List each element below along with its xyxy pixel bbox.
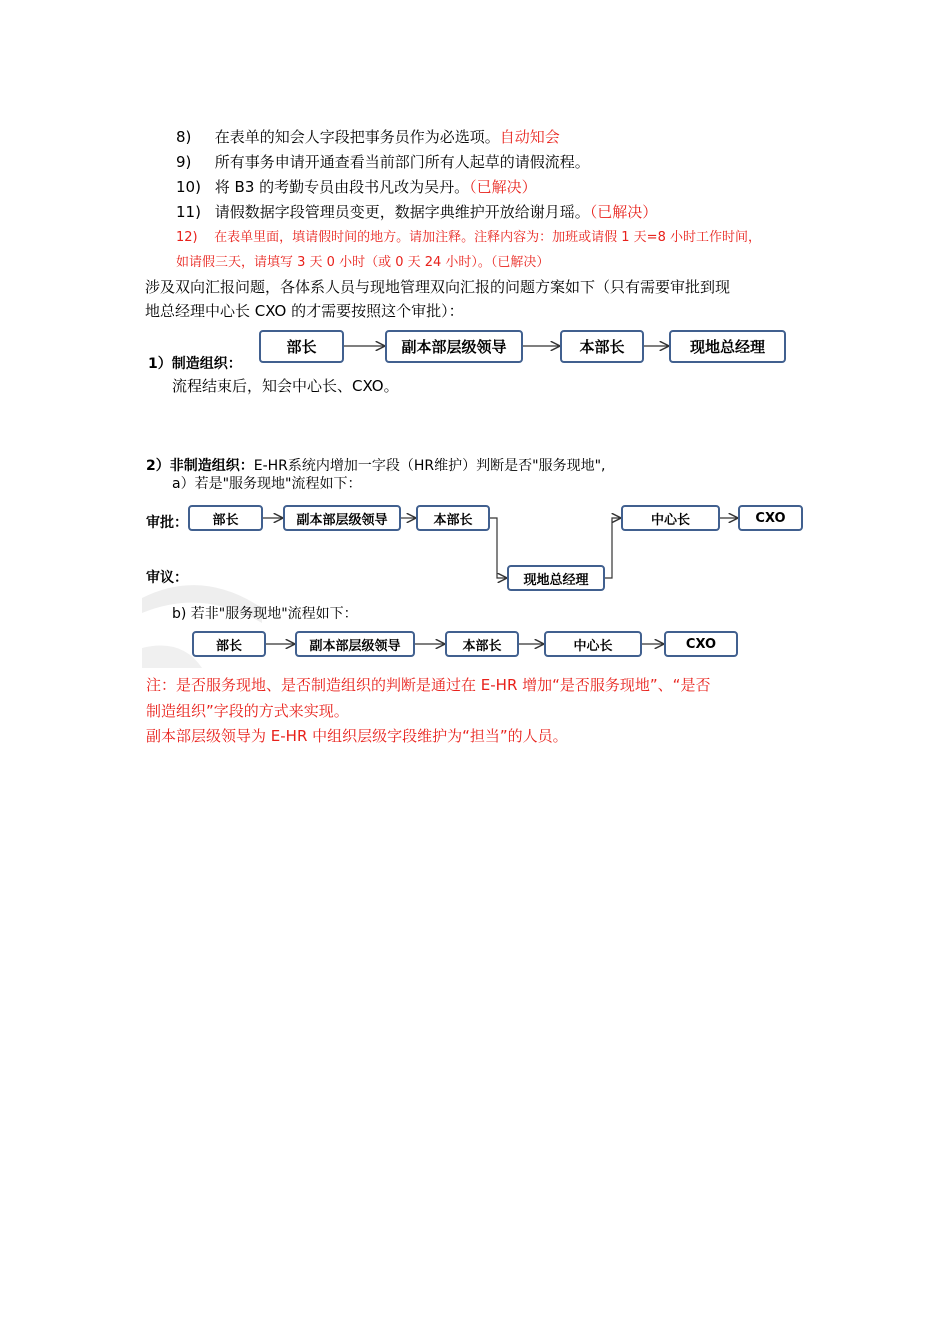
flowb-box-vice-leader: 副本部层级领导 <box>295 631 415 657</box>
flow1-box-benbuzhang: 本部长 <box>560 330 644 363</box>
list-number: 11) <box>176 203 201 221</box>
section2-b-label: b) 若非"服务现地"流程如下： <box>172 606 358 622</box>
flowa-box-vice-leader: 副本部层级领导 <box>283 505 401 531</box>
section2-title-rest: E-HR系统内增加一字段（HR维护）判断是否"服务现地", <box>253 458 606 474</box>
list-note: 自动知会 <box>499 128 560 146</box>
list-text: 所有事务申请开通查看当前部门所有人起草的请假流程。 <box>214 153 590 171</box>
flowb-box-zhongxinzhang: 中心长 <box>544 631 642 657</box>
list-number: 9) <box>176 153 192 171</box>
intro-line-1: 涉及双向汇报问题，各体系人员与现地管理双向汇报的问题方案如下（只有需要审批到现 <box>145 278 731 296</box>
flowa-box-benbuzhang: 本部长 <box>416 505 490 531</box>
note-line-2: 制造组织”字段的方式来实现。 <box>146 702 349 720</box>
flowa-box-cxo: CXO <box>738 505 803 531</box>
list-text: 在表单的知会人字段把事务员作为必选项。 <box>214 128 500 146</box>
flow1-box-vice-leader: 副本部层级领导 <box>385 330 523 363</box>
flowb-box-cxo: CXO <box>664 631 738 657</box>
list-text: 将 B3 的考勤专员由段书凡改为吴丹。 <box>214 178 470 196</box>
list-text: 在表单里面，填请假时间的地方。请加注释。注释内容为：加班或请假 1 天=8 小时工作时间， <box>214 230 761 245</box>
list-number: 10) <box>176 178 201 196</box>
list-text: 请假数据字段管理员变更，数据字典维护开放给谢月瑶。 <box>214 203 590 221</box>
note-line-3: 副本部层级领导为 E-HR 中组织层级字段维护为“担当”的人员。 <box>146 727 568 745</box>
arrow-icon <box>605 518 620 578</box>
list-number: 8) <box>176 128 192 146</box>
flowb-box-benbuzhang: 本部长 <box>445 631 519 657</box>
section2-a-label: a）若是"服务现地"流程如下： <box>172 476 362 492</box>
list-note: （已解决） <box>469 178 537 196</box>
flowb-box-buzhang: 部长 <box>192 631 266 657</box>
review-label: 审议： <box>146 570 188 586</box>
list-number: 12) <box>176 230 198 245</box>
flowa-box-buzhang: 部长 <box>188 505 263 531</box>
note-line-1: 注：是否服务现地、是否制造组织的判断是通过在 E-HR 增加“是否服务现地”、“是否 <box>146 676 711 694</box>
section2-title-bold: 2）非制造组织： <box>146 458 254 474</box>
flow1-box-buzhang: 部长 <box>259 330 344 363</box>
arrow-icon <box>490 518 506 578</box>
list-item-12-cont: 如请假三天，请填写 3 天 0 小时（或 0 天 24 小时）。（已解决） <box>176 255 550 270</box>
flowa-box-local-gm: 现地总经理 <box>507 565 605 591</box>
flowa-box-zhongxinzhang: 中心长 <box>621 505 720 531</box>
approve-label: 审批： <box>146 515 188 531</box>
list-note: （已解决） <box>589 203 658 221</box>
flow1-box-local-gm: 现地总经理 <box>669 330 786 363</box>
section1-title: 1）制造组织： <box>148 356 242 372</box>
intro-line-2: 地总经理中心长 CXO 的才需要按照这个审批）： <box>145 302 464 320</box>
section1-note: 流程结束后，知会中心长、CXO。 <box>172 377 399 395</box>
